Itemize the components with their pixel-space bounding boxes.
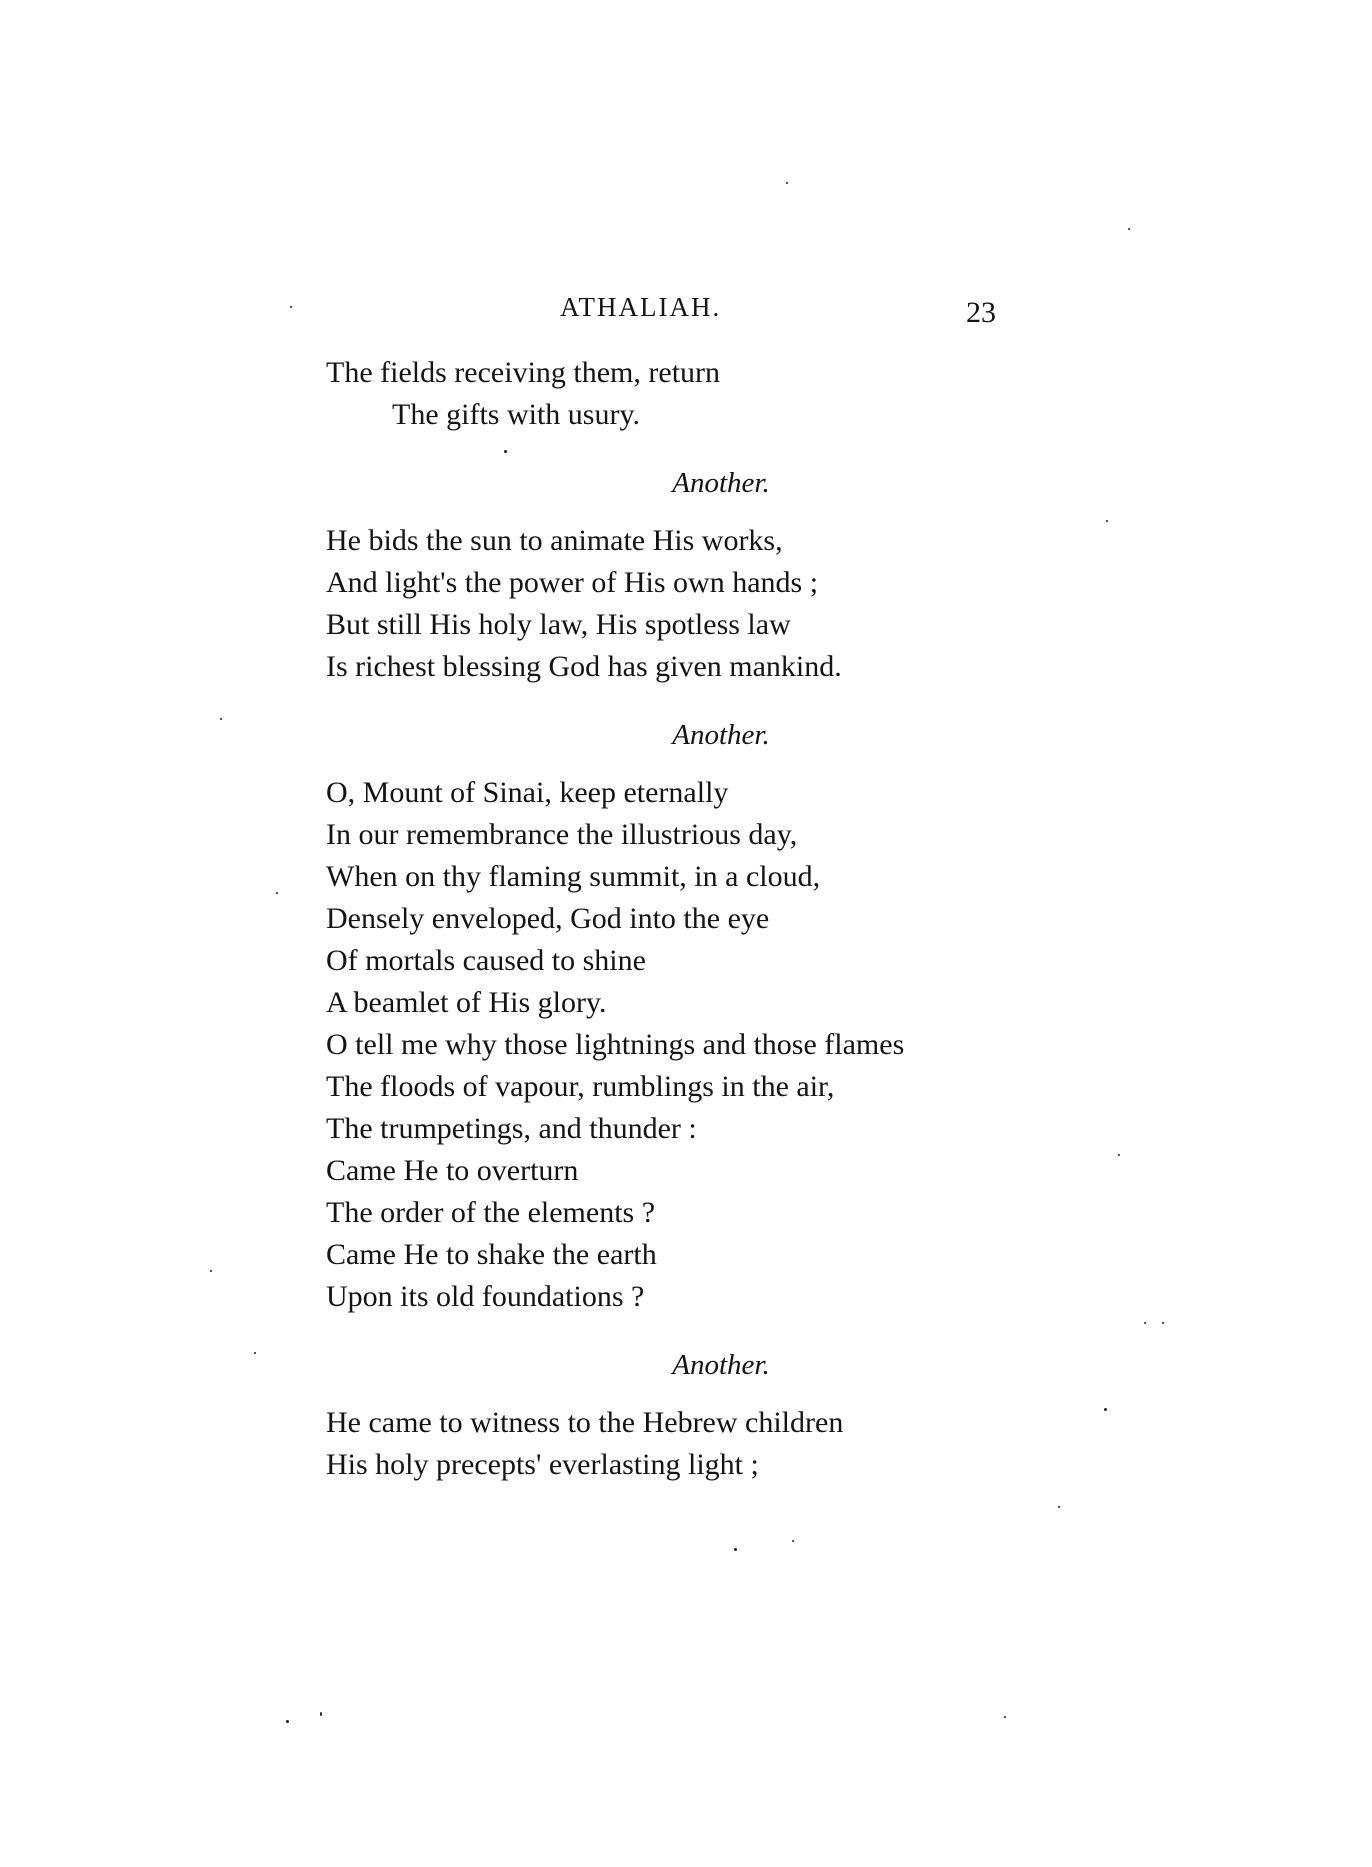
poem-line: The trumpetings, and thunder :	[326, 1112, 697, 1145]
stanza-another-1	[326, 462, 1086, 688]
poem-line: He bids the sun to animate His works,	[326, 524, 783, 557]
poem-line: The floods of vapour, rumblings in the air,	[326, 1070, 835, 1103]
scan-speck	[786, 182, 788, 184]
section-heading: Another.	[672, 1349, 770, 1381]
poem-line: Is richest blessing God has given mankind.	[326, 650, 842, 683]
scan-speck	[1118, 1154, 1120, 1156]
poem-line: Came He to overturn	[326, 1154, 579, 1187]
poem-line: O tell me why those lightnings and those flames	[326, 1028, 905, 1061]
stanza-another-3	[326, 1344, 1086, 1486]
running-head: ATHALIAH.	[560, 292, 722, 322]
page-number: 23	[966, 296, 996, 329]
section-heading: Another.	[672, 719, 770, 751]
poem-line: Densely enveloped, God into the eye	[326, 902, 770, 935]
poem-line: A beamlet of His glory.	[326, 986, 607, 1019]
scan-speck	[1058, 1506, 1060, 1508]
scan-speck	[1128, 228, 1130, 230]
poem-line: The fields receiving them, return	[326, 356, 721, 389]
poem-line: O, Mount of Sinai, keep eternally	[326, 776, 729, 809]
scan-speck	[276, 892, 278, 894]
poem-line: His holy precepts' everlasting light ;	[326, 1448, 759, 1481]
poem-line: But still His holy law, His spotless law	[326, 608, 791, 641]
poem-line: In our remembrance the illustrious day,	[326, 818, 798, 851]
poem-line: Of mortals caused to shine	[326, 944, 646, 977]
poem-line: When on thy flaming summit, in a cloud,	[326, 860, 821, 893]
scan-speck	[1144, 1322, 1146, 1324]
poem-line: Upon its old foundations ?	[326, 1280, 645, 1313]
poem-body	[326, 352, 1086, 1486]
scan-speck	[220, 718, 222, 720]
poem-line: The order of the elements ?	[326, 1196, 656, 1229]
scan-speck	[792, 1540, 794, 1542]
scan-speck	[1162, 1322, 1164, 1324]
scan-speck	[290, 306, 292, 308]
stanza-another-2	[326, 714, 1086, 1318]
poem-line: And light's the power of His own hands ;	[326, 566, 819, 599]
scan-speck	[254, 1352, 256, 1354]
scan-speck	[210, 1270, 212, 1272]
scan-speck	[504, 450, 507, 453]
poem-line: He came to witness to the Hebrew children	[326, 1406, 844, 1439]
scan-speck	[1106, 520, 1108, 522]
scan-speck	[734, 1548, 737, 1551]
poem-line: The gifts with usury.	[392, 398, 641, 431]
stanza-opening	[326, 352, 1086, 436]
scan-speck	[286, 1720, 289, 1723]
poem-line: Came He to shake the earth	[326, 1238, 657, 1271]
scan-speck	[320, 1712, 322, 1716]
scan-speck	[1104, 1408, 1107, 1411]
section-heading: Another.	[672, 467, 770, 499]
scan-speck	[1004, 1716, 1006, 1718]
